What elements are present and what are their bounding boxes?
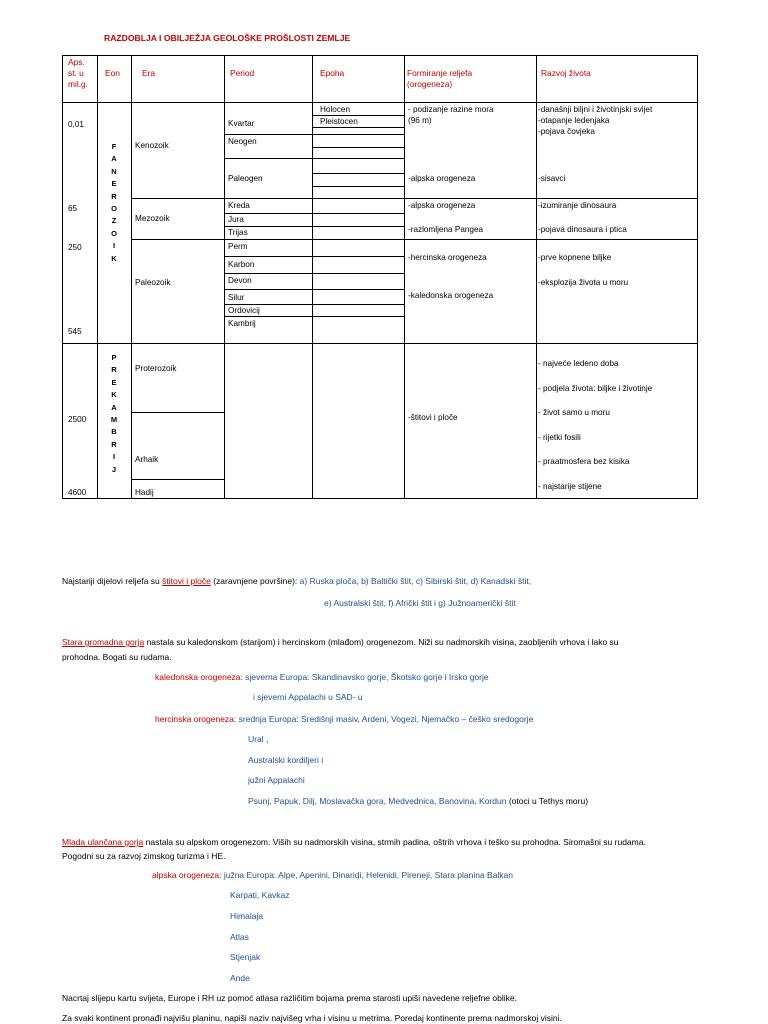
zivot-trijas: -pojava dinosaura i ptica xyxy=(538,225,627,234)
geologic-time-table xyxy=(62,55,698,499)
era-mezozoik: Mezozoik xyxy=(135,214,170,223)
period-kreda: Kreda xyxy=(228,201,250,210)
col-divider-period xyxy=(312,55,313,499)
period-paleogen: Paleogen xyxy=(228,174,263,183)
period-line xyxy=(224,316,405,317)
col-divider-epoha xyxy=(404,55,405,499)
reljef-prekambrij: -štitovi i ploče xyxy=(408,413,458,422)
eon-fanerozoik: F A N E R O Z O I K xyxy=(111,142,117,263)
period-line xyxy=(224,213,405,214)
row-line xyxy=(404,198,698,199)
period-line xyxy=(224,289,405,290)
header-epoha: Epoha xyxy=(320,68,345,78)
period-kvartar: Kvartar xyxy=(228,119,255,128)
header-aps: Aps. st. u mil.g. xyxy=(68,57,89,89)
task-1: Nacrtaj slijepu kartu svijeta, Europe i RH uz pomoć atlasa različitim bojama prema starosti upiši navedene reljefne oblike. xyxy=(62,993,517,1003)
alpska-item: Himalaja xyxy=(230,911,264,921)
stitovi-list-cont: e) Australski štit, f) Afrički štit i g) Južnoamerički štit xyxy=(324,598,516,608)
era-hadij: Hadij xyxy=(135,488,154,497)
age-value: 4600 xyxy=(68,488,87,497)
epoch-holocen: Holocen xyxy=(320,105,351,114)
epoch-line xyxy=(312,173,405,174)
eon-divider xyxy=(62,343,698,344)
period-line xyxy=(224,239,405,240)
task-2: Za svaki kontinent pronađi najvišu planinu, napiši naziv najvišeg vrha i visinu u metrima. Poredaj kontinente prema nadmorskoj visini. xyxy=(62,1013,562,1023)
period-line xyxy=(224,198,405,199)
period-kambrij: Kambrij xyxy=(228,319,256,328)
epoch-line xyxy=(312,127,405,128)
period-line xyxy=(224,134,405,135)
period-line xyxy=(224,273,405,274)
age-value: 250 xyxy=(68,243,82,252)
era-kenozoik: Kenozoik xyxy=(135,141,169,150)
period-line xyxy=(224,226,405,227)
zivot-kreda: -izumiranje dinosaura xyxy=(538,201,617,210)
col-divider-eon xyxy=(131,55,132,499)
label-hercinska: hercinska orogeneza xyxy=(155,714,234,724)
epoch-line xyxy=(312,186,405,187)
period-karbon: Karbon xyxy=(228,260,255,269)
header-period: Period xyxy=(230,68,255,78)
reljef-devon: -kaledonska orogeneza xyxy=(408,291,494,300)
hercinska-croatia-line: Psunj, Papuk, Dilj, Moslavačka gora, Medvednica, Banovina, Kordun (otoci u Tethys moru) xyxy=(248,796,589,806)
eon-prekambrij: P R E K A M B R I J xyxy=(110,353,118,474)
zivot-perm: -prve kopnene biljke xyxy=(538,253,612,262)
table-border-top xyxy=(62,55,698,56)
epoch-line xyxy=(312,147,405,148)
col-divider-aps xyxy=(97,55,98,499)
stitovi-list: a) Ruska ploča, b) Baltički štit, c) Sibirski štit, d) Kanadski štit, xyxy=(299,576,532,586)
zivot-kvartar: -današnji biljni i životinjski svijet -otapanje ledenjaka -pojava čovjeka xyxy=(538,105,653,136)
header-era: Era xyxy=(142,68,156,78)
term-stitovi: štitovi i ploče xyxy=(162,576,211,586)
period-trijas: Trijas xyxy=(228,228,248,237)
age-value: 65 xyxy=(68,204,78,213)
period-perm: Perm xyxy=(228,242,248,251)
hercinska-line: hercinska orogeneza: srednja Europa: Središnji masiv, Ardeni, Vogezi, Njemačko – češko sredogorje xyxy=(155,714,534,724)
reljef-perm: -hercinska orogeneza xyxy=(408,253,487,262)
age-value: 0,01 xyxy=(68,120,84,129)
reljef-kvartar: - podizanje razine mora (96 m) xyxy=(408,105,494,125)
reljef-trijas: -razlomljena Pangea xyxy=(408,225,484,234)
document-title: RAZDOBLJA I OBILJEŽJA GEOLOŠKE PROŠLOSTI ZEMLJE xyxy=(104,33,351,43)
epoch-pleistocen: Pleistocen xyxy=(320,117,358,126)
label-kaledonska: kaledonska orogeneza xyxy=(155,672,241,682)
era-line xyxy=(131,412,225,413)
alpska-item: Karpati, Kavkaz xyxy=(230,890,290,900)
paragraph-mlada-gorja-cont: Pogodni su za razvoj zimskog turizma i HE. xyxy=(62,851,226,861)
row-line xyxy=(404,239,698,240)
era-line xyxy=(131,479,225,480)
alpska-line: alpska orogeneza: južna Europa: Alpe, Apenini, Dinaridi, Helenidi, Pireneji, Stara planina Balkan xyxy=(152,870,514,880)
era-line xyxy=(131,239,225,240)
term-mlada-gorja: Mlada ulančana gorja xyxy=(62,837,144,847)
header-rule xyxy=(62,102,698,103)
hercinska-item: Australski kordiljeri i xyxy=(248,755,324,765)
period-silur: Silur xyxy=(228,293,245,302)
header-reljef: Formiranje reljefa (orogeneza) xyxy=(407,68,473,89)
table-border-left xyxy=(62,55,63,499)
period-line xyxy=(224,256,405,257)
era-proterozoik: Proterozoik xyxy=(135,364,177,373)
hercinska-item: Ural , xyxy=(248,734,269,744)
alpska-item: Atlas xyxy=(230,932,249,942)
paragraph-stara-gorja: Stara gromadna gorja nastala su kaledonskom (starijom) i hercinskom (mlađom) orogenezom. Niži su nadmorskih visina, zaobljenih vrhova i lako su xyxy=(62,637,619,647)
hercinska-item: južni Appalachi xyxy=(248,775,305,785)
header-zivot: Razvoj života xyxy=(541,68,591,78)
zivot-paleogen: -sisavci xyxy=(538,174,566,183)
kaledonska-cont: i sjeverni Appalachi u SAD- u xyxy=(253,692,363,702)
label-alpska: alpska orogeneza xyxy=(152,870,220,880)
header-eon: Eon xyxy=(105,68,120,78)
period-devon: Devon xyxy=(228,276,252,285)
period-neogen: Neogen xyxy=(228,137,257,146)
col-divider-era xyxy=(224,55,225,499)
alpska-item: Stjenjak xyxy=(230,952,261,962)
period-line xyxy=(224,158,405,159)
age-value: 545 xyxy=(68,327,82,336)
paragraph-stitovi: Najstariji dijelovi reljefa su štitovi i ploče (zaravnjene površine): a) Ruska ploča, b) Baltički štit, c) Sibirski štit, d) Kanadski štit, xyxy=(62,576,532,586)
col-divider-reljef xyxy=(536,55,537,499)
era-arhaik: Arhaik xyxy=(135,455,159,464)
term-stara-gorja: Stara gromadna gorja xyxy=(62,637,145,647)
zivot-karbon: -eksplozija života u moru xyxy=(538,278,629,287)
reljef-kreda: -alpska orogeneza xyxy=(408,201,476,210)
reljef-paleogen: -alpska orogeneza xyxy=(408,174,476,183)
alpska-item: Ande xyxy=(230,973,250,983)
kaledonska-line: kaledonska orogeneza: sjeverna Europa: Skandinavsko gorje, Škotsko gorje i Irsko gorje xyxy=(155,672,489,682)
era-paleozoik: Paleozoik xyxy=(135,278,171,287)
table-border-right xyxy=(697,55,698,499)
paragraph-stara-gorja-cont: prohodna. Bogati su rudama. xyxy=(62,652,172,662)
zivot-prekambrij: - najveće ledeno doba - podjela života: biljke i životinje - život samo u moru - rijetki fosili - praatmosfera bez kisika - najstarije stijene xyxy=(538,359,653,491)
age-value: 2500 xyxy=(68,415,87,424)
period-ordovicij: Ordovicij xyxy=(228,306,260,315)
paragraph-mlada-gorja: Mlada ulančana gorja nastala su alpskom orogenezom. Viših su nadmorskih visina, strmih padina, oštrih vrhova i teško su prohodna. Siromašni su rudama. xyxy=(62,837,646,847)
era-line xyxy=(131,198,225,199)
period-jura: Jura xyxy=(228,215,244,224)
